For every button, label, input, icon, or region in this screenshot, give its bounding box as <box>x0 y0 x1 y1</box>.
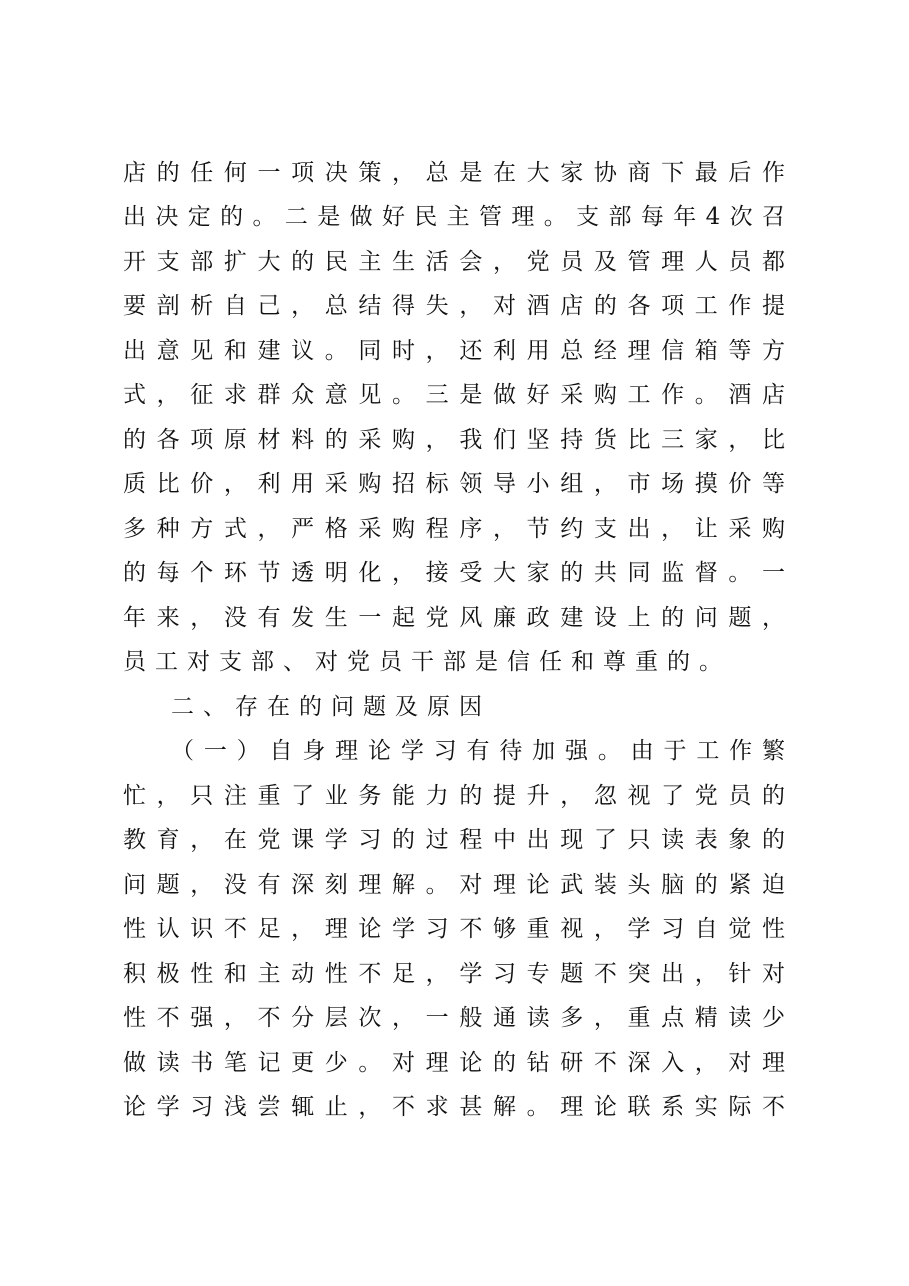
text-line: 年来，没有发生一起党风廉政建设上的问题， <box>123 605 785 631</box>
text-line: 性认识不足，理论学习不够重视，学习自觉性 <box>123 916 785 942</box>
text-line: 问题，没有深刻理解。对理论武装头脑的紧迫 <box>123 872 785 898</box>
text-line: 质比价，利用采购招标领导小组，市场摸价等 <box>123 471 785 497</box>
text-line: 做读书笔记更少。对理论的钻研不深入，对理 <box>123 1050 785 1076</box>
text-line: 出决定的。二是做好民主管理。支部每年4次召 <box>123 204 785 230</box>
text-line: 的每个环节透明化，接受大家的共同监督。一 <box>123 560 785 586</box>
text-line: 教育，在党课学习的过程中出现了只读表象的 <box>123 827 785 853</box>
text-line: 论学习浅尝辄止，不求甚解。理论联系实际不 <box>123 1094 785 1120</box>
subsection-heading-line: （一）自身理论学习有待加强。由于工作繁 <box>171 738 785 764</box>
text-line: 多种方式，严格采购程序，节约支出，让采购 <box>123 516 785 542</box>
section-heading: 二、存在的问题及原因 <box>171 694 491 720</box>
text-line: 出意见和建议。同时，还利用总经理信箱等方 <box>123 338 785 364</box>
text-line: 积极性和主动性不足，学习专题不突出，针对 <box>123 961 785 987</box>
text-line: 式，征求群众意见。三是做好采购工作。酒店 <box>123 382 785 408</box>
text-line: 忙，只注重了业务能力的提升，忽视了党员的 <box>123 783 785 809</box>
text-line: 店的任何一项决策，总是在大家协商下最后作 <box>123 160 785 186</box>
text-line: 性不强，不分层次，一般通读多，重点精读少 <box>123 1005 785 1031</box>
text-line: 员工对支部、对党员干部是信任和尊重的。 <box>123 649 731 675</box>
text-line: 的各项原材料的采购，我们坚持货比三家，比 <box>123 427 785 453</box>
text-line: 要剖析自己，总结得失，对酒店的各项工作提 <box>123 293 785 319</box>
text-line: 开支部扩大的民主生活会，党员及管理人员都 <box>123 249 785 275</box>
